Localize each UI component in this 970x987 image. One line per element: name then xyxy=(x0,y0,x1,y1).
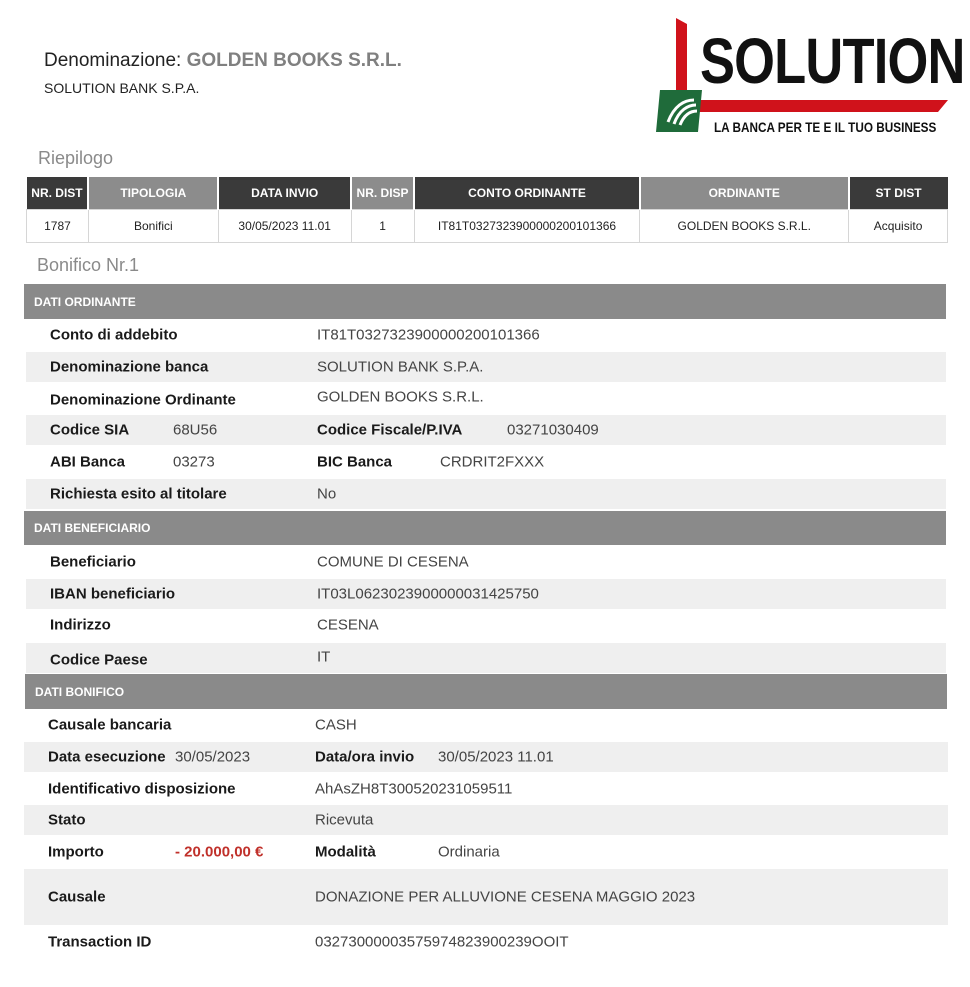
column-header: CONTO ORDINANTE xyxy=(414,177,640,210)
column-header: ORDINANTE xyxy=(640,177,849,210)
section-header-bonifico: DATI BONIFICO xyxy=(25,674,947,709)
field-row-identificativo xyxy=(24,774,948,804)
field-label: Indirizzo xyxy=(50,616,111,634)
table-cell: GOLDEN BOOKS S.R.L. xyxy=(640,210,849,243)
column-header: NR. DISP xyxy=(351,177,414,210)
amount-value: - 20.000,00 € xyxy=(175,843,264,861)
field-label: Data esecuzione xyxy=(48,748,166,766)
summary-title: Riepilogo xyxy=(38,148,114,168)
field-value: Ordinaria xyxy=(438,843,500,861)
field-value: 03271030409 xyxy=(507,421,599,439)
field-label: Data/ora invio xyxy=(315,748,415,766)
field-row-abi xyxy=(26,447,946,477)
table-cell: 1787 xyxy=(27,210,89,243)
field-label: Conto di addebito xyxy=(50,326,178,344)
denomination-label: Denominazione: xyxy=(44,50,182,71)
field-label: Codice Paese xyxy=(50,651,148,668)
section-header-beneficiario: DATI BENEFICIARIO xyxy=(24,511,946,545)
field-value: IT xyxy=(317,648,331,666)
table-cell: IT81T0327323900000200101366 xyxy=(414,210,640,243)
field-row-banca xyxy=(26,352,946,382)
field-row-ordinante xyxy=(26,383,946,413)
bank-name: SOLUTION BANK S.P.A. xyxy=(44,80,200,96)
field-value: Ricevuta xyxy=(315,811,374,829)
field-label: Codice SIA xyxy=(50,421,130,439)
field-value: AhAsZH8T300520231059511 xyxy=(315,780,513,798)
field-row-conto xyxy=(26,320,946,350)
table-row xyxy=(27,210,948,243)
field-label: ABI Banca xyxy=(50,453,126,471)
table-cell: 30/05/2023 11.01 xyxy=(218,210,351,243)
field-value: IT03L0623023900000031425750 xyxy=(317,585,539,603)
field-value: 03273 xyxy=(173,453,215,471)
column-header: DATA INVIO xyxy=(218,177,351,210)
field-label: Causale bancaria xyxy=(48,716,172,734)
field-row-causale-bancaria xyxy=(24,710,948,740)
field-row-indirizzo xyxy=(26,610,946,640)
field-row-iban xyxy=(26,579,946,609)
field-value: 30/05/2023 xyxy=(175,748,251,766)
field-value: 68U56 xyxy=(173,421,218,439)
field-label: Identificativo disposizione xyxy=(48,780,236,798)
column-header: NR. DIST xyxy=(27,177,89,210)
field-label: BIC Banca xyxy=(317,453,393,471)
table-cell: 1 xyxy=(351,210,414,243)
summary-table xyxy=(26,177,948,243)
field-label: Codice Fiscale/P.IVA xyxy=(317,421,463,439)
field-value: 30/05/2023 11.01 xyxy=(438,748,554,766)
transfer-title: Bonifico Nr.1 xyxy=(37,255,140,275)
field-row-transaction-id xyxy=(24,927,948,957)
field-label: Modalità xyxy=(315,843,376,861)
section-header-ordinante: DATI ORDINANTE xyxy=(24,284,946,319)
table-cell: Bonifici xyxy=(88,210,218,243)
field-row-esito xyxy=(26,479,946,509)
logo-tagline: LA BANCA PER TE E IL TUO BUSINESS xyxy=(714,119,937,135)
field-label: Richiesta esito al titolare xyxy=(50,485,227,503)
field-value: No xyxy=(317,485,337,503)
company-name: GOLDEN BOOKS S.R.L. xyxy=(186,50,402,71)
field-value: SOLUTION BANK S.P.A. xyxy=(317,358,484,376)
field-value: 03273000003575974823900239OOIT xyxy=(315,933,569,951)
denomination-line xyxy=(44,50,402,72)
solution-logo xyxy=(652,16,965,140)
field-value: IT81T0327323900000200101366 xyxy=(317,326,540,344)
field-value: GOLDEN BOOKS S.R.L. xyxy=(317,388,484,406)
field-label: Denominazione banca xyxy=(50,358,209,376)
field-label: Stato xyxy=(48,811,86,829)
column-header: TIPOLOGIA xyxy=(88,177,218,210)
field-label: Importo xyxy=(48,843,104,861)
summary-header-row xyxy=(27,177,948,210)
field-label: Beneficiario xyxy=(50,553,136,571)
field-label: Transaction ID xyxy=(48,933,152,951)
field-label: IBAN beneficiario xyxy=(50,585,176,603)
field-row-sia xyxy=(26,415,946,445)
field-row-stato xyxy=(24,805,948,835)
field-value: CESENA xyxy=(317,616,379,634)
header xyxy=(44,50,402,96)
field-value: CASH xyxy=(315,716,357,734)
field-row-paese xyxy=(26,643,946,673)
column-header: ST DIST xyxy=(849,177,948,210)
field-value: CRDRIT2FXXX xyxy=(440,453,545,471)
field-row-causale xyxy=(24,869,948,925)
field-label: Denominazione Ordinante xyxy=(50,391,236,409)
field-row-beneficiario xyxy=(26,547,946,577)
logo-wordmark: SOLUTION xyxy=(700,25,965,97)
field-value: COMUNE DI CESENA xyxy=(317,553,469,571)
field-row-importo xyxy=(24,837,948,867)
field-label: Causale xyxy=(48,888,106,906)
field-value: DONAZIONE PER ALLUVIONE CESENA MAGGIO 2023 xyxy=(315,888,696,906)
table-cell: Acquisito xyxy=(849,210,948,243)
field-row-date xyxy=(24,742,948,772)
